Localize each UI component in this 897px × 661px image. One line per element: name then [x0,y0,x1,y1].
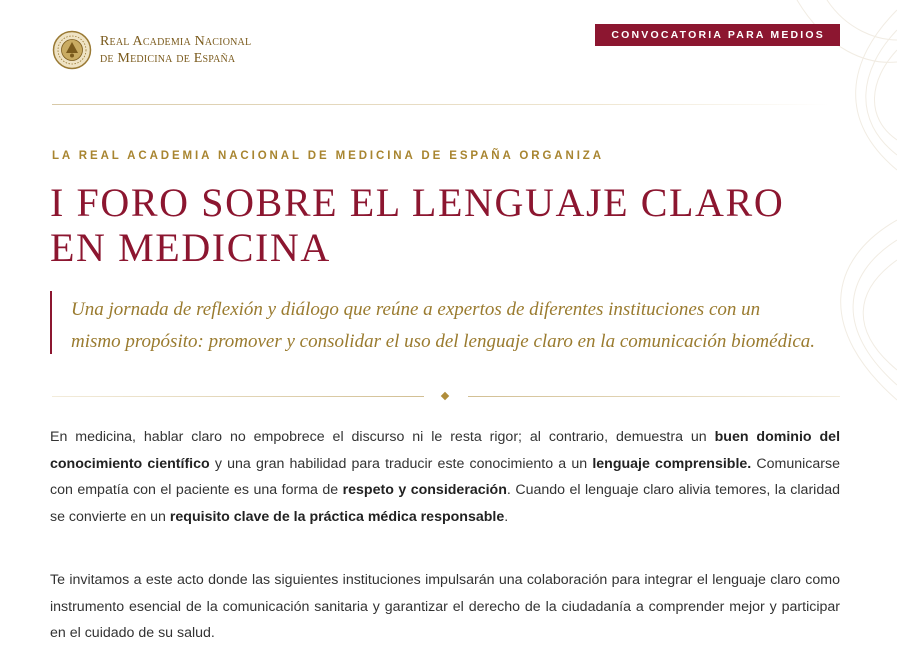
paragraph-text: En medicina, hablar claro no empobrece el discurso ni le resta rigor; al contrario, demuestra un [50,429,715,445]
title-line2: EN MEDICINA [50,225,331,270]
section-divider [52,396,840,397]
body-paragraph-2: Te invitamos a este acto donde las siguientes instituciones impulsarán una colaboración para integrar el lenguaje claro como instrumento esencial de la comunicación sanitaria y garantizar el derecho de la ciudadanía a comprender mejor y participar en el cuidado de su salud. [50,572,840,641]
paragraph-text: . [504,508,509,525]
paragraph-text: . Cuando el lenguaje claro alivia temores, la claridad se convierte en un [50,482,840,525]
divider-line-left [52,396,424,397]
title-line1: I FORO SOBRE EL LENGUAJE CLARO [50,180,785,225]
quote-line1: Una jornada de reflexión y diálogo que reúne a expertos de diferentes instituciones con un [71,299,761,320]
divider-line-right [468,396,840,397]
body-paragraph-1 [50,424,840,530]
quote-text [52,291,842,358]
kicker: LA REAL ACADEMIA NACIONAL DE MEDICINA DE ESPAÑA ORGANIZA [52,150,604,162]
academy-name [100,33,251,67]
academy-logo[interactable] [52,30,251,70]
quote-line2: mismo propósito: promover y consolidar el uso del lenguaje claro en la comunicación biomédica. [71,331,816,352]
academy-seal-icon [52,30,92,70]
paragraph-emphasis: respeto y consideración [342,482,507,498]
paragraph-text: Comunicarse con empatía con el paciente es una forma de [50,455,841,498]
paragraph-emphasis: lenguaje comprensible. [592,455,752,472]
paragraph-emphasis: requisito clave de la práctica médica responsable [169,508,505,525]
academy-name-line2: de Medicina de España [100,51,236,66]
diamond-icon [441,392,449,400]
header-divider [52,104,830,105]
paragraph-text: y una gran habilidad para traducir este conocimiento a un [209,455,593,472]
academy-name-line1: Real Academia Nacional [100,34,252,49]
lead-quote [50,291,842,354]
paragraph-emphasis: buen dominio del conocimiento científico [50,429,841,472]
press-call-badge: CONVOCATORIA PARA MEDIOS [595,24,840,46]
page-title [50,180,840,270]
header [52,28,840,78]
